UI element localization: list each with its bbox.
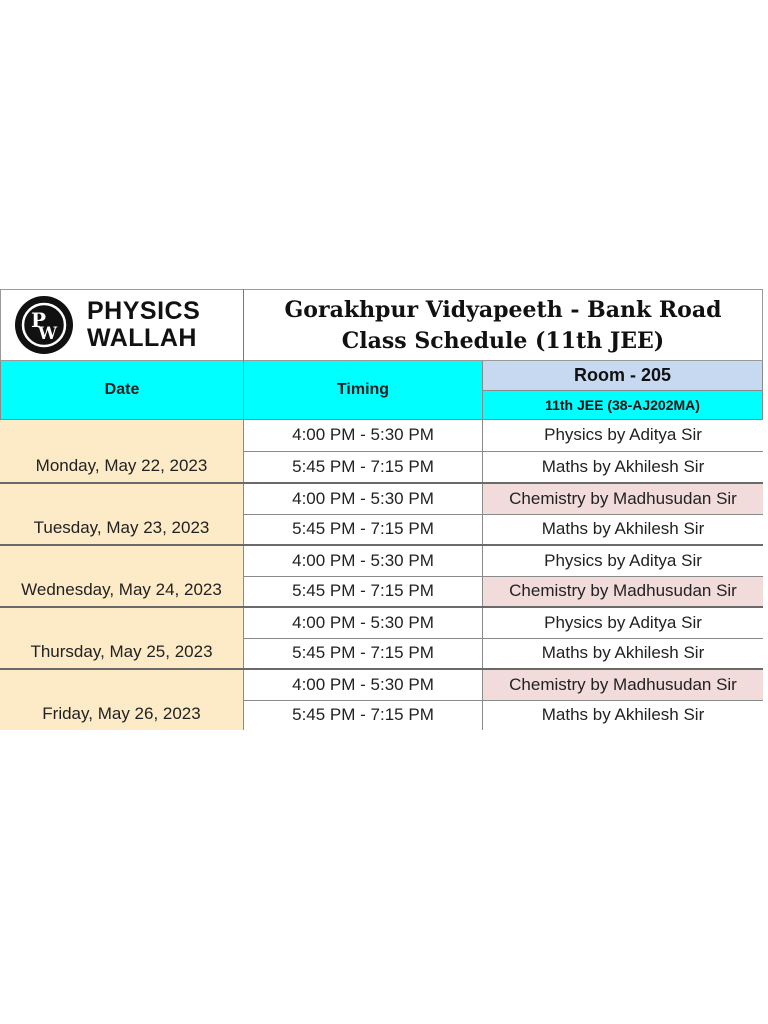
title-line-2: Class Schedule (11th JEE) — [341, 328, 665, 354]
day-row — [0, 420, 763, 482]
batch-code: 11th JEE (38-AJ202MA) — [483, 391, 763, 420]
slot-row — [244, 546, 763, 576]
slot-subject: Maths by Akhilesh Sir — [541, 705, 705, 725]
column-header-timing: Timing — [244, 361, 483, 420]
logo-wordmark — [87, 298, 200, 352]
slot-row — [244, 670, 763, 700]
day-slots — [244, 546, 763, 606]
slot-subject: Chemistry by Madhusudan Sir — [483, 484, 763, 514]
slot-row — [244, 700, 763, 731]
logo-line-2: WALLAH — [87, 324, 197, 352]
slot-row — [244, 608, 763, 638]
slot-time: 4:00 PM - 5:30 PM — [244, 608, 483, 638]
slot-time: 5:45 PM - 7:15 PM — [244, 639, 483, 669]
schedule-body — [0, 420, 763, 730]
day-date: Thursday, May 25, 2023 — [0, 608, 244, 668]
day-slots — [244, 670, 763, 730]
title-line-1: Gorakhpur Vidyapeeth - Bank Road — [284, 297, 722, 323]
day-slots — [244, 420, 763, 482]
day-row — [0, 668, 763, 730]
slot-row — [244, 576, 763, 607]
column-header-date: Date — [0, 361, 244, 420]
svg-text:P: P — [31, 308, 47, 332]
day-date: Tuesday, May 23, 2023 — [0, 484, 244, 544]
slot-row — [244, 420, 763, 451]
header-row — [0, 289, 763, 361]
day-date: Friday, May 26, 2023 — [0, 670, 244, 730]
day-row — [0, 606, 763, 668]
slot-time: 5:45 PM - 7:15 PM — [244, 452, 483, 483]
pw-logo-icon — [15, 296, 73, 354]
slot-subject: Physics by Aditya Sir — [544, 425, 702, 445]
room-name: Room - 205 — [483, 361, 763, 391]
logo — [0, 289, 244, 361]
logo-line-1: PHYSICS — [87, 297, 201, 325]
slot-row — [244, 514, 763, 545]
slot-subject: Physics by Aditya Sir — [544, 612, 702, 632]
slot-time: 5:45 PM - 7:15 PM — [244, 515, 483, 545]
slot-time: 4:00 PM - 5:30 PM — [244, 420, 483, 451]
slot-time: 5:45 PM - 7:15 PM — [244, 577, 483, 607]
slot-row — [244, 451, 763, 483]
schedule-sheet — [0, 289, 763, 730]
slot-time: 4:00 PM - 5:30 PM — [244, 670, 483, 700]
slot-subject: Maths by Akhilesh Sir — [541, 643, 705, 663]
slot-subject: Physics by Aditya Sir — [544, 550, 702, 570]
day-slots — [244, 608, 763, 668]
slot-subject: Chemistry by Madhusudan Sir — [483, 577, 763, 607]
column-header-room — [483, 361, 763, 420]
day-date: Wednesday, May 24, 2023 — [0, 546, 244, 606]
column-header-row — [0, 361, 763, 420]
day-row — [0, 544, 763, 606]
slot-subject: Maths by Akhilesh Sir — [541, 456, 705, 476]
slot-subject: Maths by Akhilesh Sir — [541, 519, 705, 539]
day-slots — [244, 484, 763, 544]
day-date: Monday, May 22, 2023 — [0, 420, 244, 482]
schedule-title — [244, 289, 763, 361]
svg-text:W: W — [38, 324, 58, 344]
slot-time: 4:00 PM - 5:30 PM — [244, 484, 483, 514]
slot-row — [244, 484, 763, 514]
slot-time: 4:00 PM - 5:30 PM — [244, 546, 483, 576]
slot-time: 5:45 PM - 7:15 PM — [244, 701, 483, 731]
slot-row — [244, 638, 763, 669]
day-row — [0, 482, 763, 544]
slot-subject: Chemistry by Madhusudan Sir — [483, 670, 763, 700]
